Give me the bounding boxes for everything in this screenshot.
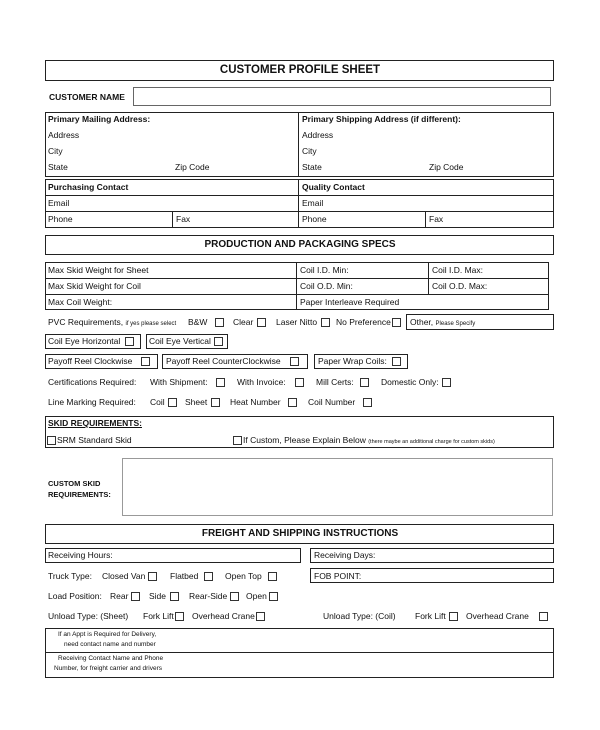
pvc-label: PVC Requirements, if yes please select (48, 317, 177, 327)
receiving-contact-line-2: Number, for freight carrier and drivers (54, 665, 163, 672)
unload-sheet-crane-label: Overhead Crane (192, 611, 255, 621)
skid-custom: If Custom, Please Explain Below (there maybe an additional charge for custom skids) (243, 435, 495, 445)
skid-srm-checkbox[interactable] (47, 436, 56, 445)
pvc-bw-checkbox[interactable] (215, 318, 224, 327)
line-coilnumber-checkbox[interactable] (363, 398, 372, 407)
coil-eye-horizontal-checkbox[interactable] (125, 337, 134, 346)
coil-eye-horizontal-label: Coil Eye Horizontal (48, 336, 121, 346)
mailing-zip[interactable]: Zip Code (175, 162, 210, 172)
custom-skid-label-1: CUSTOM SKID (48, 479, 101, 488)
truck-type-label: Truck Type: (48, 571, 92, 581)
load-position-label: Load Position: (48, 591, 102, 601)
production-heading: PRODUCTION AND PACKAGING SPECS (204, 239, 396, 250)
certifications-label: Certifications Required: (48, 377, 137, 387)
shipping-city[interactable]: City (302, 146, 317, 156)
skid-heading: SKID REQUIREMENTS: (48, 418, 142, 428)
payoff-clockwise-checkbox[interactable] (141, 357, 150, 366)
unload-sheet-forklift-label: Fork Lift (143, 611, 174, 621)
max-skid-coil[interactable]: Max Skid Weight for Coil (48, 281, 141, 291)
truck-opentop-checkbox[interactable] (268, 572, 277, 581)
mailing-city[interactable]: City (48, 146, 63, 156)
payoff-counter-label: Payoff Reel CounterClockwise (166, 356, 281, 366)
appt-line-1: If an Appt is Required for Delivery, (58, 631, 157, 638)
shipping-zip[interactable]: Zip Code (429, 162, 464, 172)
payoff-clockwise-label: Payoff Reel Clockwise (48, 356, 133, 366)
unload-coil-crane-label: Overhead Crane (466, 611, 529, 621)
truck-closedvan-checkbox[interactable] (148, 572, 157, 581)
mailing-heading: Primary Mailing Address: (48, 114, 151, 124)
page-title: CUSTOMER PROFILE SHEET (219, 64, 381, 76)
unload-sheet-forklift-checkbox[interactable] (175, 612, 184, 621)
receiving-contact-line-1: Receiving Contact Name and Phone (58, 655, 164, 662)
unload-sheet-label: Unload Type: (Sheet) (48, 611, 129, 621)
mailing-state[interactable]: State (48, 162, 68, 172)
line-coil-checkbox[interactable] (168, 398, 177, 407)
line-coilnumber-label: Coil Number (308, 397, 356, 407)
coil-id-max[interactable]: Coil I.D. Max: (432, 265, 484, 275)
cert-domestic-label: Domestic Only: (381, 377, 439, 387)
skid-srm-label: SRM Standard Skid (57, 435, 132, 445)
shipping-address[interactable]: Address (302, 130, 334, 140)
truck-opentop-label: Open Top (225, 571, 262, 581)
pvc-clear-label: Clear (233, 317, 254, 327)
line-sheet-label: Sheet (185, 397, 208, 407)
line-marking-label: Line Marking Required: (48, 397, 136, 407)
freight-heading: FREIGHT AND SHIPPING INSTRUCTIONS (201, 528, 399, 539)
cert-shipment-checkbox[interactable] (216, 378, 225, 387)
unload-coil-crane-checkbox[interactable] (539, 612, 548, 621)
customer-name-label: CUSTOMER NAME (49, 92, 125, 102)
receiving-days-label: Receiving Days: (314, 550, 376, 560)
custom-skid-label-2: REQUIREMENTS: (48, 490, 111, 499)
receiving-hours-label: Receiving Hours: (48, 550, 113, 560)
cert-shipment-label: With Shipment: (150, 377, 208, 387)
coil-eye-vertical-label: Coil Eye Vertical (149, 336, 211, 346)
purchasing-fax[interactable]: Fax (176, 214, 191, 224)
quality-phone[interactable]: Phone (302, 214, 327, 224)
quality-heading: Quality Contact (302, 182, 365, 192)
load-rearside-label: Rear-Side (189, 591, 228, 601)
skid-custom-checkbox[interactable] (233, 436, 242, 445)
load-rear-checkbox[interactable] (131, 592, 140, 601)
line-heat-checkbox[interactable] (288, 398, 297, 407)
custom-skid-textarea[interactable] (122, 458, 553, 516)
line-heat-label: Heat Number (230, 397, 281, 407)
payoff-counter-checkbox[interactable] (290, 357, 299, 366)
unload-coil-forklift-checkbox[interactable] (449, 612, 458, 621)
shipping-state[interactable]: State (302, 162, 322, 172)
cert-mill-checkbox[interactable] (360, 378, 369, 387)
cert-mill-label: Mill Certs: (316, 377, 354, 387)
unload-coil-label: Unload Type: (Coil) (323, 611, 396, 621)
coil-od-max[interactable]: Coil O.D. Max: (432, 281, 488, 291)
quality-email[interactable]: Email (302, 198, 324, 208)
truck-flatbed-label: Flatbed (170, 571, 199, 581)
load-open-checkbox[interactable] (269, 592, 278, 601)
truck-closedvan-label: Closed Van (102, 571, 146, 581)
line-sheet-checkbox[interactable] (211, 398, 220, 407)
coil-id-min[interactable]: Coil I.D. Min: (300, 265, 349, 275)
paper-wrap-label: Paper Wrap Coils: (318, 356, 387, 366)
max-coil-weight[interactable]: Max Coil Weight: (48, 297, 113, 307)
customer-name-input[interactable] (133, 87, 551, 106)
shipping-heading: Primary Shipping Address (if different): (302, 114, 461, 124)
mailing-address[interactable]: Address (48, 130, 80, 140)
appt-line-2: need contact name and number (64, 641, 156, 648)
skid-custom-note: (there maybe an additional charge for custom skids) (368, 439, 495, 445)
pvc-nopref-checkbox[interactable] (392, 318, 401, 327)
load-open-label: Open (246, 591, 267, 601)
cert-invoice-label: With Invoice: (237, 377, 286, 387)
pvc-laser-checkbox[interactable] (321, 318, 330, 327)
quality-fax[interactable]: Fax (429, 214, 444, 224)
unload-sheet-crane-checkbox[interactable] (256, 612, 265, 621)
coil-eye-vertical-checkbox[interactable] (214, 337, 223, 346)
load-rearside-checkbox[interactable] (230, 592, 239, 601)
unload-coil-forklift-label: Fork Lift (415, 611, 446, 621)
purchasing-email[interactable]: Email (48, 198, 70, 208)
purchasing-heading: Purchasing Contact (48, 182, 129, 192)
cert-domestic-checkbox[interactable] (442, 378, 451, 387)
pvc-clear-checkbox[interactable] (257, 318, 266, 327)
load-side-label: Side (149, 591, 167, 601)
line-coil-label: Coil (150, 397, 165, 407)
pvc-bw-label: B&W (188, 317, 208, 327)
paper-wrap-checkbox[interactable] (392, 357, 401, 366)
load-rear-label: Rear (110, 591, 129, 601)
pvc-nopref-label: No Preference (336, 317, 391, 327)
truck-flatbed-checkbox[interactable] (204, 572, 213, 581)
cert-invoice-checkbox[interactable] (295, 378, 304, 387)
pvc-laser-label: Laser Nitto (276, 317, 318, 327)
purchasing-phone[interactable]: Phone (48, 214, 73, 224)
load-side-checkbox[interactable] (170, 592, 179, 601)
fob-point-label: FOB POINT: (314, 571, 362, 581)
pvc-other: Other, Please Specify (410, 317, 476, 327)
pvc-note: if yes please select (125, 321, 177, 327)
max-skid-sheet[interactable]: Max Skid Weight for Sheet (48, 265, 149, 275)
pvc-other-note: Please Specify (435, 321, 476, 327)
coil-od-min[interactable]: Coil O.D. Min: (300, 281, 353, 291)
paper-interleave[interactable]: Paper Interleave Required (300, 297, 400, 307)
